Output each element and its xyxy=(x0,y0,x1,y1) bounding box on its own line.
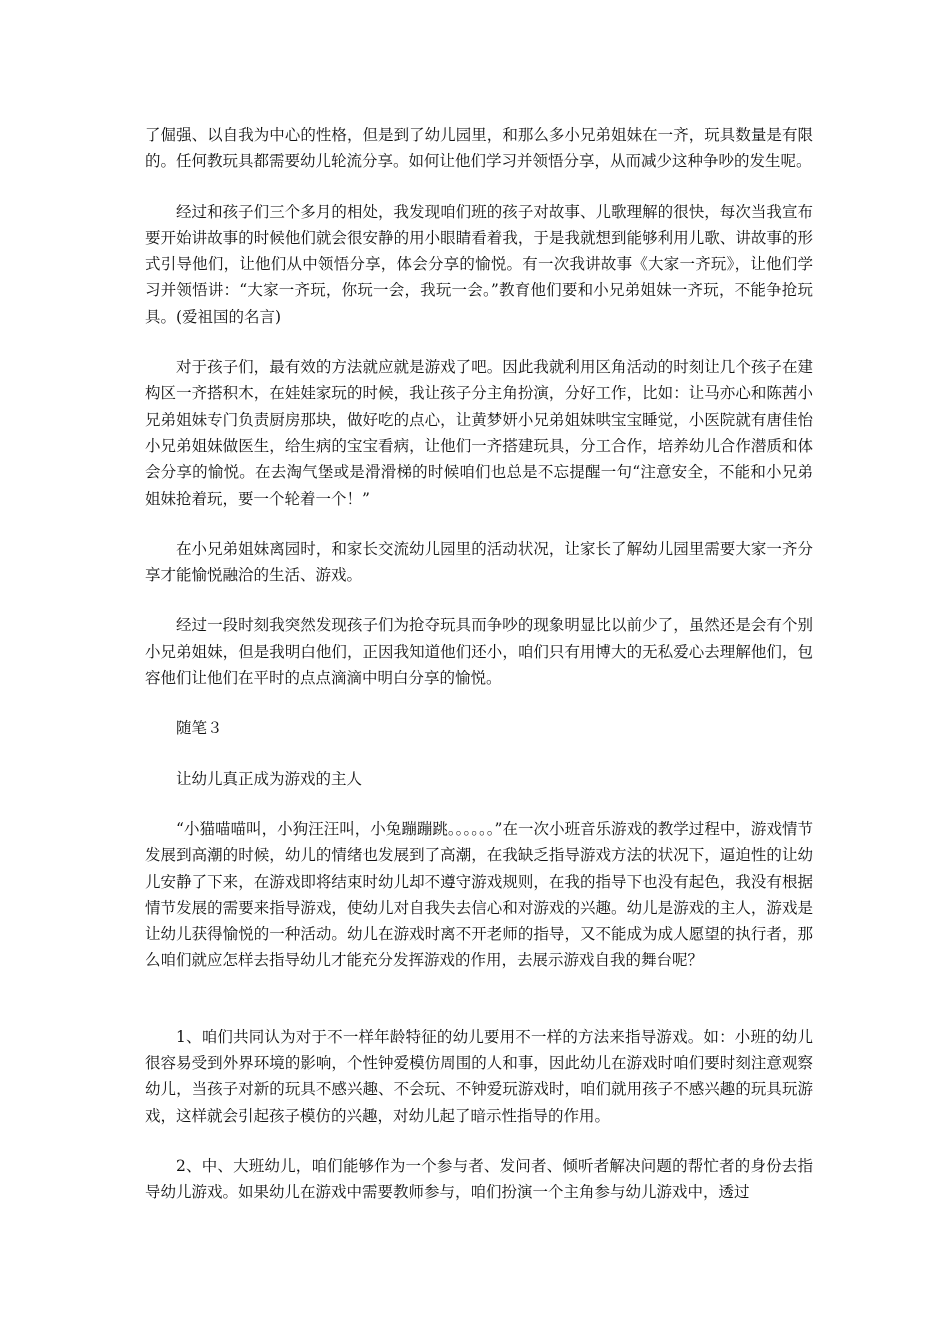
paragraph-spacer xyxy=(145,512,813,536)
essay-number-heading: 随笔３ xyxy=(176,719,223,738)
paragraph-spacer xyxy=(145,974,813,1024)
paragraph-spacer xyxy=(145,330,813,354)
paragraph-parents: 在小兄弟姐妹离园时，和家长交流幼儿园里的活动状况，让家长了解幼儿园里需要大家一齐分享才能愉悦融洽的生活、游戏。 xyxy=(145,539,813,585)
paragraph-music-game: “小猫喵喵叫，小狗汪汪叫，小兔蹦蹦跳。。。。。。”在一次小班音乐游戏的教学过程中，游戏情节发展到高潮的时候，幼儿的情绪也发展到了高潮，在我缺乏指导游戏方法的状况下，逼迫性的让幼儿安静了下来，在游戏即将结束时幼儿却不遵守游戏规则，在我的指导下也没有起色，我没有根据情节发展的需要来指导游戏，使幼儿对自我失去信心和对游戏的兴趣。幼儿是游戏的主人，游戏是让幼儿获得愉悦的一种活动。幼儿在游戏时离不开老师的指导，又不能成为成人愿望的执行者，那么咱们就应怎样去指导幼儿才能充分发挥游戏的作用，去展示游戏自我的舞台呢？ xyxy=(145,819,813,970)
paragraph-result: 经过一段时刻我突然发现孩子们为抢夺玩具而争吵的现象明显比以前少了，虽然还是会有个别小兄弟姐妹，但是我明白他们，正因我知道他们还小，咱们只有用博大的无私爱心去理解他们，包容他们让他们在平时的点点滴滴中明白分享的愉悦。 xyxy=(145,616,813,688)
paragraph-spacer xyxy=(145,792,813,816)
paragraph-point-2: 2、中、大班幼儿，咱们能够作为一个参与者、发问者、倾听者解决问题的帮忙者的身份去指导幼儿游戏。如果幼儿在游戏中需要教师参与，咱们扮演一个主角参与幼儿游戏中，透过 xyxy=(145,1156,813,1202)
essay-title: 让幼儿真正成为游戏的主人 xyxy=(176,769,363,788)
paragraph-spacer xyxy=(145,691,813,715)
paragraph-story-sharing: 经过和孩子们三个多月的相处，我发现咱们班的孩子对故事、儿歌理解的很快，每次当我宣布要开始讲故事的时候他们就会很安静的用小眼睛看着我，于是我就想到能够利用儿歌、讲故事的形式引导他们，让他们从中领悟分享，体会分享的愉悦。有一次我讲故事《大家一齐玩》，让他们学习并领悟讲：“大家一齐玩，你玩一会，我玩一会。”教育他们要和小兄弟姐妹一齐玩，不能争抢玩具。(爱祖国的名言) xyxy=(145,202,813,326)
paragraph-game-roles: 对于孩子们，最有效的方法就应就是游戏了吧。因此我就利用区角活动的时刻让几个孩子在建构区一齐搭积木，在娃娃家玩的时候，我让孩子分主角扮演，分好工作，比如：让马亦心和陈茜小兄弟姐妹专门负责厨房那块，做好吃的点心，让黄梦妍小兄弟姐妹哄宝宝睡觉，小医院就有唐佳怡小兄弟姐妹做医生，给生病的宝宝看病，让他们一齐搭建玩具，分工合作，培养幼儿合作潜质和体会分享的愉悦。在去淘气堡或是滑滑梯的时候咱们也总是不忘提醒一句“注意安全，不能和小兄弟姐妹抢着玩，要一个轮着一个！” xyxy=(145,358,813,508)
paragraph-point-1: 1、咱们共同认为对于不一样年龄特征的幼儿要用不一样的方法来指导游戏。如：小班的幼儿很容易受到外界环境的影响，个性钟爱模仿周围的人和事，因此幼儿在游戏时咱们要时刻注意观察幼儿，当孩子对新的玩具不感兴趣、不会玩、不钟爱玩游戏时，咱们就用孩子不感兴趣的玩具玩游戏，这样就会引起孩子模仿的兴趣，对幼儿起了暗示性指导的作用。 xyxy=(145,1027,813,1125)
document-body xyxy=(145,122,813,1206)
paragraph-continuation: 了倔强、以自我为中心的性格，但是到了幼儿园里，和那么多小兄弟姐妹在一齐，玩具数量是有限的。任何教玩具都需要幼儿轮流分享。如何让他们学习并领悟分享，从而减少这种争吵的发生呢。 xyxy=(145,126,813,171)
paragraph-spacer xyxy=(145,1129,813,1153)
paragraph-spacer xyxy=(145,588,813,612)
paragraph-spacer xyxy=(145,742,813,766)
paragraph-spacer xyxy=(145,175,813,199)
